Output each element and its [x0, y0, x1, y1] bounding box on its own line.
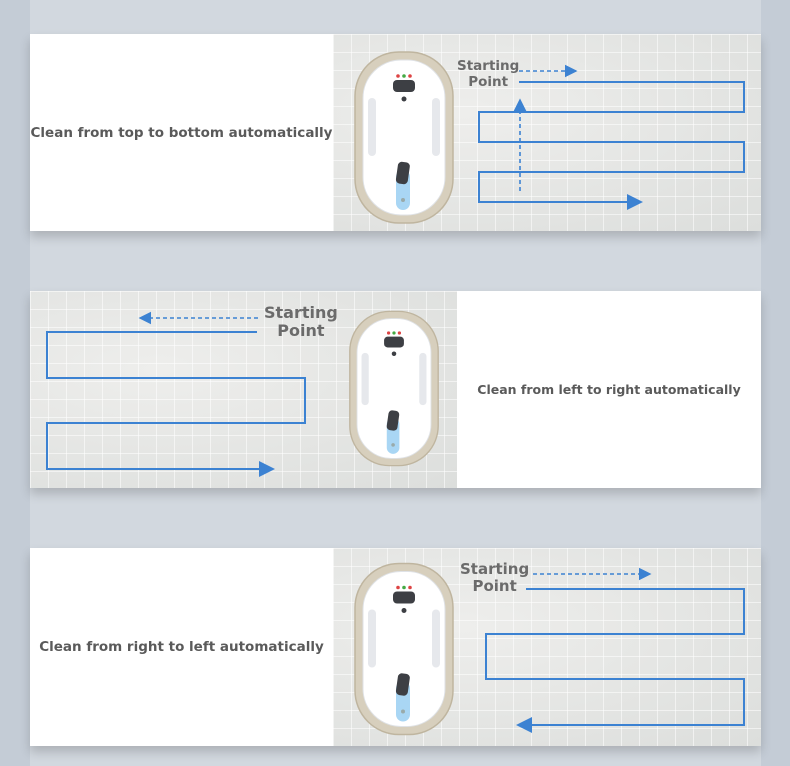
starting-point-label-3: Starting Point: [460, 560, 530, 596]
cleaning-path-arrow-icon: [333, 548, 761, 746]
illustration-panel-2: [30, 291, 457, 488]
caption-left-to-right: Clean from left to right automatically: [477, 382, 741, 397]
starting-point-label-1: Starting Point: [457, 58, 520, 90]
caption-panel-1: [30, 34, 333, 231]
illustration-panel-1: [333, 34, 761, 231]
caption-right-to-left: Clean from right to left automatically: [39, 639, 324, 655]
caption-panel-3: [30, 548, 333, 746]
starting-point-label-2: Starting Point: [264, 303, 338, 341]
cleaning-path-arrow-icon: [333, 34, 761, 231]
caption-top-to-bottom: Clean from top to bottom automatically: [30, 124, 333, 141]
caption-panel-2: [457, 291, 761, 488]
illustration-panel-3: [333, 548, 761, 746]
cleaning-path-arrow-icon: [30, 291, 457, 488]
